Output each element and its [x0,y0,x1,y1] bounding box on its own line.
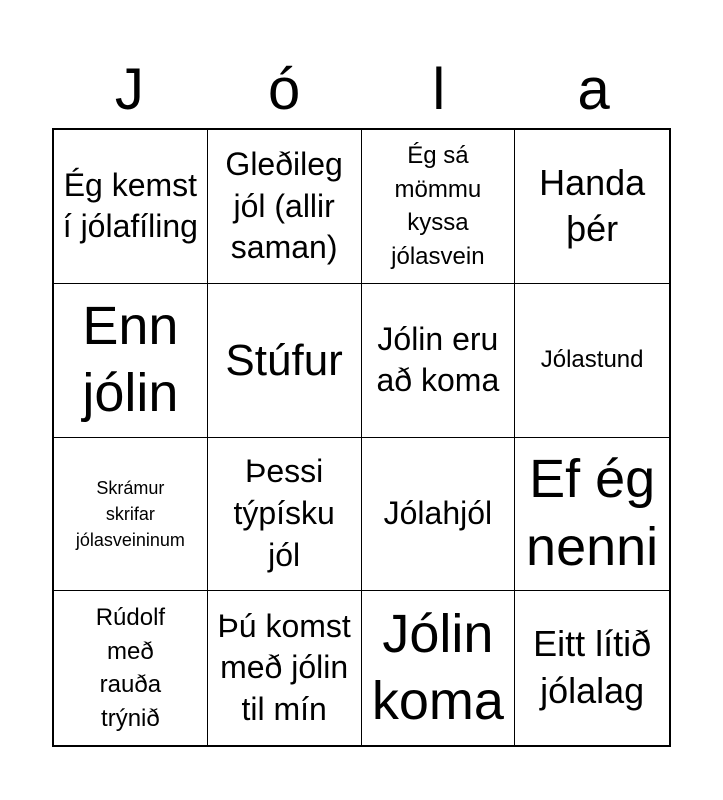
bingo-cell-text: Stúfur [225,335,343,385]
bingo-cell[interactable] [362,591,516,745]
bingo-cell-text: Jólin eru að koma [376,320,500,399]
bingo-cell-text: Eitt lítið jólalag [533,623,652,712]
bingo-cell-text: Skrámur skrifar jólasveininum [75,477,185,550]
bingo-cell-text: Jólastund [540,346,644,374]
bingo-cell[interactable] [515,591,669,745]
bingo-cell[interactable] [54,591,208,745]
bingo-cell-text: Enn jólin [82,295,179,424]
bingo-cell[interactable] [362,438,516,592]
bingo-cell-text: Þú komst með jólin til mín [217,607,351,727]
bingo-cell[interactable] [515,438,669,592]
header-letter: a [577,57,610,122]
bingo-cell[interactable] [515,130,669,284]
header-letter: J [114,57,144,122]
bingo-header [52,55,671,125]
bingo-cell-text: Rúdolf með rauða trýnið [95,603,166,732]
bingo-cell-text: Ég kemst í jólafíling [62,166,198,245]
bingo-cell[interactable] [362,284,516,438]
bingo-board [52,128,671,747]
bingo-cell-text: Handa þér [539,161,646,250]
bingo-cell[interactable] [208,438,362,592]
bingo-cell[interactable] [208,130,362,284]
bingo-cell-text: Jólin koma [371,603,504,732]
header-letter: l [432,57,446,122]
bingo-cell[interactable] [54,284,208,438]
bingo-cell[interactable] [54,130,208,284]
bingo-cell-text: Jólahjól [383,495,493,532]
bingo-cell-text: Ef ég nenni [526,449,659,577]
bingo-cell[interactable] [54,438,208,592]
bingo-cell-text: Ég sá mömmu kyssa jólasvein [391,142,485,270]
bingo-cell[interactable] [208,284,362,438]
bingo-cell-text: Gleðileg jól (allir saman) [225,145,343,266]
bingo-cell[interactable] [208,591,362,745]
bingo-cell-text: Þessi týpísku jól [233,453,335,573]
bingo-cell[interactable] [515,284,669,438]
header-letter: ó [267,57,301,122]
bingo-cell[interactable] [362,130,516,284]
